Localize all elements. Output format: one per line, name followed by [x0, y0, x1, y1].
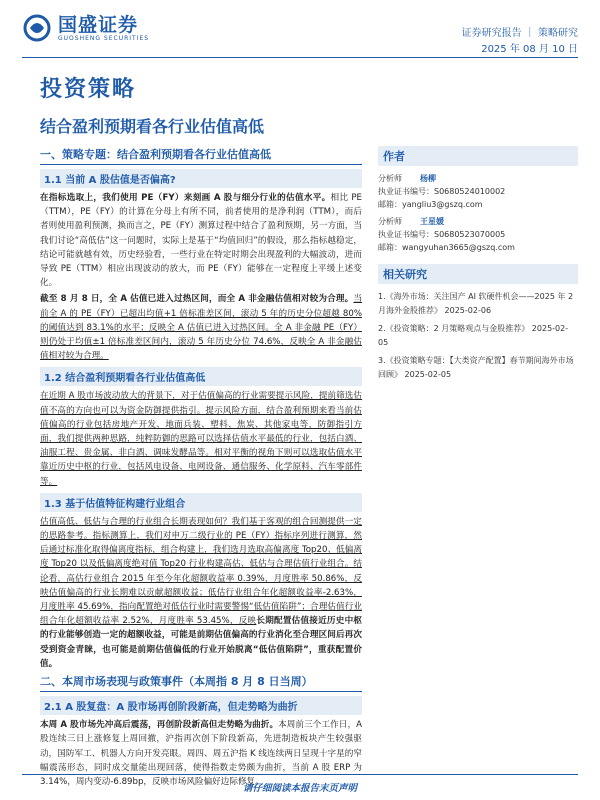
analyst-2-email[interactable]: 邮箱：wangyuhan3665@gszq.com: [378, 243, 515, 252]
section-2-heading: 二、本周市场表现与政策事件（本周指 8 月 8 日当周）: [40, 673, 362, 692]
related-item-3[interactable]: 3.《投资策略专题：【大类资产配置】春节期间海外市场回顾》 2025-02-05: [378, 356, 574, 379]
header-divider: [22, 57, 578, 58]
subsection-1-1: 1.1 当前 A 股估值是否偏高?: [40, 169, 362, 188]
analyst-1-name: 杨柳: [420, 174, 436, 183]
paragraph-1-body: 相比 PE（TTM），PE（FY）的计算在分母上有所不同，前者使用的是净利润（TTM），而后者则使用盈利预测，换而言之，PE（FY）测算过程中结合了盈利预期，另一方面，当我们讨论“高低估”这一问题时，实际上是基于“均值回归”的假设，那么指标越稳定，结论可能就越有效，历史经验看，一些行业在特定时期会出现盈利的大幅波动，进而导致 PE（TTM）相应出现波动的放大，而 PE（FY）能够在一定程度上平缓上述变化。: [40, 193, 362, 289]
subsection-2-1: 2.1 A 股复盘：A 股市场再创阶段新高，但走势略为曲折: [40, 696, 362, 715]
sidebar: [378, 146, 578, 386]
report-category: 投资策略: [40, 77, 137, 102]
paragraph-4: [40, 515, 362, 671]
page-header: [0, 0, 600, 58]
paragraph-1-lead: 在指标选取上，我们使用 PE（FY）来刻画 A 股与细分行业的估值水平。: [40, 193, 331, 203]
analyst-1-email[interactable]: 邮箱：yangliu3@gszq.com: [378, 200, 483, 209]
paragraph-2-body: 当前全 A 的 PE（FY）已超出均值+1 倍标准差区间，滚动 5 年的历史分位超越 80%的阈值达到 83.1%的水平；反映全 A 估值已进入过热区间。全 A 非金融 PE（FY）则仍处于均值±1 倍标准差区间内，滚动 5 年历史分位 74.6%，反映全 A 非金融估值相对较为合理。: [40, 294, 362, 362]
analyst-1-cert: 执业证书编号：S0680524010002: [378, 187, 506, 196]
brand-name-en: GUOSHENG SECURITIES: [58, 34, 150, 42]
report-headline: 结合盈利预期看各行业估值高低: [40, 117, 265, 136]
footer-disclaimer: 请仔细阅读本报告末页声明: [242, 783, 357, 794]
paragraph-4-conclusion: 长期配置估值接近历史中枢的行业能够创造一定的超额收益，可能是前期估值偏高的行业消化至合理区间后再次受到资金青睐，也可能是前期估值偏低的行业开始脱离“低估值陷阱”，重获配置价值。: [40, 616, 362, 669]
paragraph-5-body: 本周前三个工作日，A 股连续三日上涨修复上周回撤，沪指再次创下阶段新高，先进制造板块产生较强驱动，国防军工、机器人方向开发亮眼。周四、周五沪指 K 线连续两日呈现十字星的窄幅震荡形态，同时成交量能出现回落，使得指数走势颇为曲折，当前 A 股 ERP 为 3.14%，周内变动-6.89bp，反映市场风险偏好边际修复。: [40, 720, 362, 787]
paragraph-1: [40, 191, 362, 290]
author-heading: 作者: [378, 146, 578, 166]
report-date: 2025 年 08 月 10 日: [481, 44, 578, 55]
main-content: [40, 146, 362, 791]
paragraph-2-lead: 截至 8 月 8 日，全 A 估值已进入过热区间，而全 A 非金融估值相对较为合理。: [40, 294, 354, 305]
subsection-1-3: 1.3 基于估值特征构建行业组合: [40, 493, 362, 512]
analyst-2-label: 分析师: [378, 217, 402, 226]
footer-divider: [22, 774, 578, 775]
related-item-2[interactable]: 2.《投资策略：2 月策略观点与金股推荐》 2025-02-05: [378, 324, 569, 347]
section-1-heading: 一、策略专题：结合盈利预期看各行业估值高低: [40, 146, 362, 165]
brand-logo-icon: [22, 14, 52, 42]
subsection-1-2: 1.2 结合盈利预期看各行业估值高低: [40, 367, 362, 386]
report-type: 证券研究报告 ｜ 策略研究: [461, 28, 578, 39]
paragraph-4-body: 估值高低、低估与合理的行业组合长期表现如何？我们基于客观的组合回测提供一定的思路参考。指标测算上，我们对申万二级行业的 PE（FY）指标序列进行测算，然后通过标准化取得偏离度指标，组合构建上，我们选月选取高偏离度 Top20、低偏离度 Top20 以及低偏离度绝对值 Top20 行业构建高估、低估与合理估值行业组合。结论看，高估行业组合 2015 年至今年化超额收益率 0.39%，月度胜率 50.86%，反映估值偏高的行业长期难以贡献超额收益；低估行业组合年化超额收益率-2.63%，月度胜率 45.69%，指向配置绝对低估行业时需要警惕“低估值陷阱”；合理估值行业组合年化超额收益率 2.52%，月度胜率 53.45%，反映: [40, 516, 362, 627]
analyst-1-label: 分析师: [378, 174, 402, 183]
brand-logo: [22, 14, 149, 42]
analyst-2-name: 王星媛: [420, 217, 444, 226]
paragraph-2: [40, 292, 362, 363]
related-item-1[interactable]: 1.《海外市场：关注国产 AI 软硬件机会——2025 年 2 月海外金股推荐》 2025-02-06: [378, 292, 574, 315]
analyst-1-line: [378, 172, 578, 185]
paragraph-5: [40, 718, 362, 789]
analyst-2-cert: 执业证书编号：S0680523070005: [378, 230, 506, 239]
paragraph-3: 在近期 A 股市场波动放大的背景下，对于估值偏高的行业需要提示风险，提前筛选估值不高的方向也可以为资金防御提供指引。提示风险方面，结合盈利预期来看当前估值偏高的行业包括房地产开发、地面兵装、塑料、焦炭、其他家电等，防御指引方面，我们提供两种思路，纯粹防御的思路可以选择估值水平最低的行业，包括白酒、油服工程、贵金属、非白酒、调味发酵品等。相对平衡的视角下则可以选取估值水平靠近历史中枢的行业，包括风电设备、电网设备、通信服务、化学原料、汽车零部件等。: [40, 391, 362, 487]
related-research-heading: 相关研究: [378, 264, 578, 284]
analyst-2-line: [378, 215, 578, 228]
paragraph-5-lead: 本周 A 股市场先冲高后震荡，再创阶段新高但走势略为曲折。: [40, 720, 279, 731]
brand-name-cn: 国盛证券: [58, 13, 139, 36]
